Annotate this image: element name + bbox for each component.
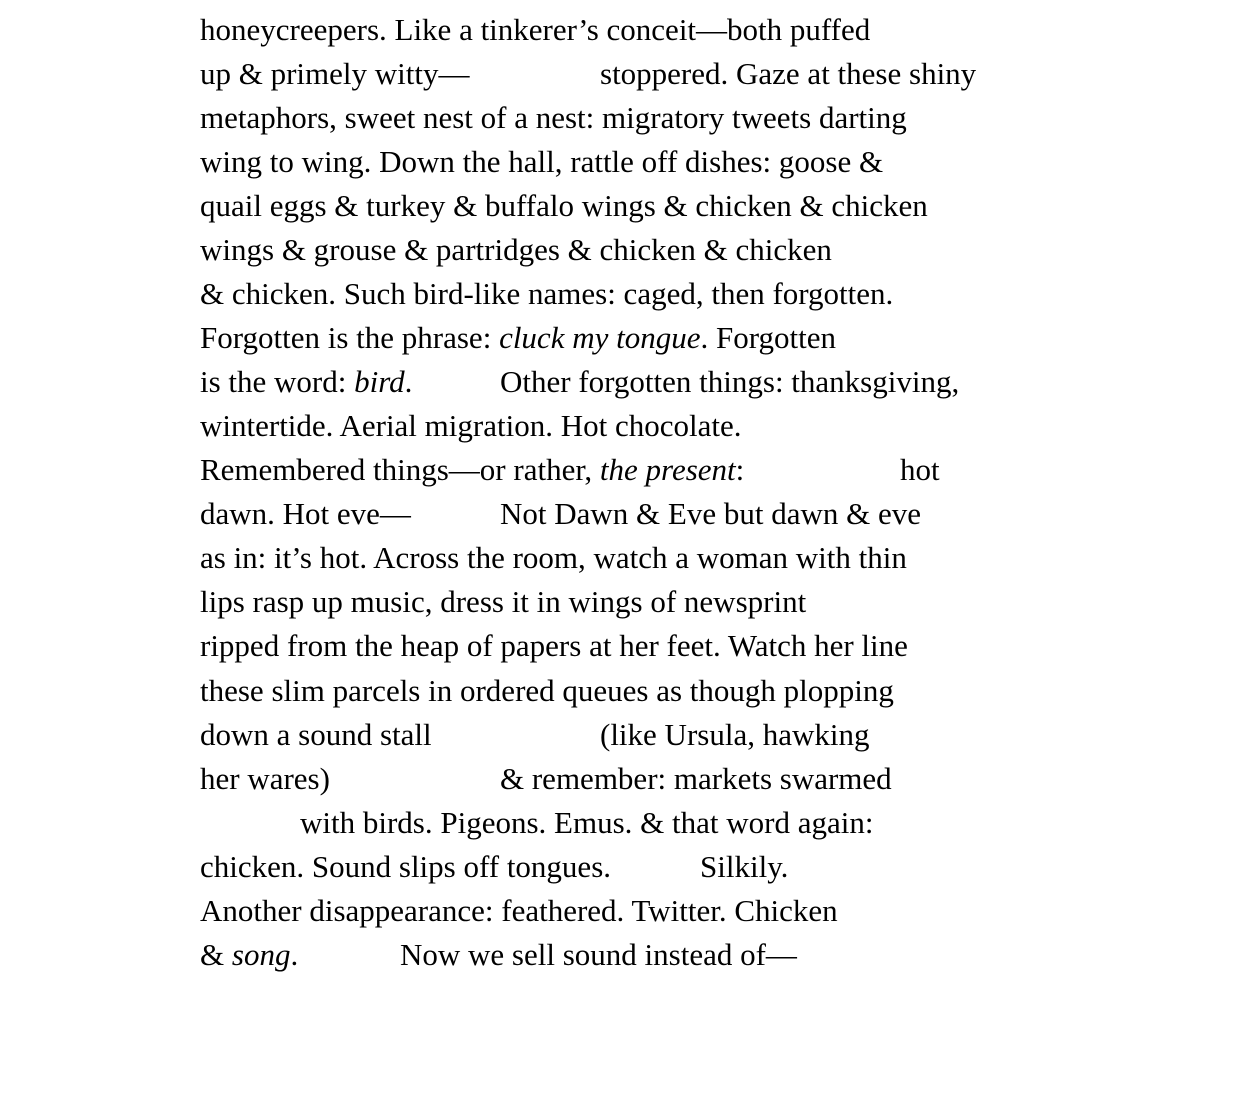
poem-line-11: [200, 448, 940, 492]
poem-line-7-text: & chicken. Such bird-like names: caged, then forgotten.: [200, 276, 894, 311]
poem-line-19: [200, 801, 874, 845]
poem-line-18-text-a: her wares): [200, 761, 330, 796]
poem-line-15-text: ripped from the heap of papers at her feet. Watch her line: [200, 628, 908, 663]
poem-line-22-run: [200, 933, 298, 977]
poem-line-8: [200, 316, 836, 360]
poem-line-22-text-pre: &: [200, 937, 232, 972]
poem-line-22-text-post: .: [290, 937, 299, 972]
poem-line-3-text: metaphors, sweet nest of a nest: migratory tweets darting: [200, 100, 907, 135]
poem-line-14: [200, 580, 807, 624]
poem-line-10: [200, 404, 742, 448]
poem-line-4: [200, 140, 884, 184]
poem-line-6: [200, 228, 832, 272]
poem-line-8-run: [200, 316, 836, 360]
poem-line-2: [200, 52, 977, 96]
poem-line-14-text: lips rasp up music, dress it in wings of newsprint: [200, 584, 807, 619]
poem-line-12-text-b: Not Dawn & Eve but dawn & eve: [500, 496, 921, 531]
poem-line-9-text-b: Other forgotten things: thanksgiving,: [500, 364, 960, 399]
poem-line-12: [200, 492, 921, 536]
poem-line-2-text-a: up & primely witty—: [200, 56, 470, 91]
poem-line-11-text-b: hot: [900, 452, 940, 487]
poem-line-2-text-b: stoppered. Gaze at these shiny: [600, 56, 977, 91]
poem-line-16-text: these slim parcels in ordered queues as though plopping: [200, 673, 894, 708]
poem-line-4-text: wing to wing. Down the hall, rattle off dishes: goose &: [200, 144, 884, 179]
poem-line-17-text-a: down a sound stall: [200, 717, 432, 752]
poem-line-17: [200, 713, 870, 757]
poem-line-11-run: [200, 448, 744, 492]
poem-line-19-text: with birds. Pigeons. Emus. & that word again:: [300, 805, 874, 840]
poem-line-11-text-pre: Remembered things—or rather,: [200, 452, 600, 487]
poem-line-11-italic-phrase: the present: [599, 452, 736, 487]
poem-line-21-text: Another disappearance: feathered. Twitter. Chicken: [200, 893, 838, 928]
poem-line-20-text-a: chicken. Sound slips off tongues.: [200, 849, 612, 884]
poem-line-9: [200, 360, 960, 404]
poem-line-20: [200, 845, 789, 889]
poem-line-9-italic-word: bird: [354, 364, 405, 399]
poem-line-3: [200, 96, 907, 140]
poem-line-5-text: quail eggs & turkey & buffalo wings & chicken & chicken: [200, 188, 928, 223]
poem-line-15: [200, 624, 908, 668]
poem-line-16: [200, 669, 894, 713]
poem-line-9-text-pre: is the word:: [200, 364, 355, 399]
poem-line-8-text-pre: Forgotten is the phrase:: [200, 320, 500, 355]
poem-line-12-text-a: dawn. Hot eve—: [200, 496, 411, 531]
poem-line-17-text-b: (like Ursula, hawking: [600, 717, 870, 752]
poem-line-8-text-post: . Forgotten: [700, 320, 836, 355]
poem-line-6-text: wings & grouse & partridges & chicken & chicken: [200, 232, 832, 267]
poem-line-21: [200, 889, 838, 933]
poem-line-1: [200, 8, 871, 52]
poem-line-20-text-b: Silkily.: [700, 849, 789, 884]
poem-line-11-text-post: :: [735, 452, 745, 487]
poem-line-22-text-b: Now we sell sound instead of—: [400, 937, 797, 972]
poem-line-9-run: [200, 360, 412, 404]
poem-line-9-text-post: .: [404, 364, 413, 399]
poem-line-22: [200, 933, 797, 977]
poem-line-13: [200, 536, 907, 580]
poem-line-22-italic-word: song: [231, 937, 291, 972]
poem-line-7: [200, 272, 894, 316]
poem-line-18: [200, 757, 892, 801]
poem-line-8-italic-phrase: cluck my tongue: [499, 320, 701, 355]
poem-line-13-text: as in: it’s hot. Across the room, watch a woman with thin: [200, 540, 907, 575]
poem-line-10-text: wintertide. Aerial migration. Hot chocolate.: [200, 408, 742, 443]
poem-line-5: [200, 184, 928, 228]
poem-line-18-text-b: & remember: markets swarmed: [500, 761, 892, 796]
poem-line-1-text: honeycreepers. Like a tinkerer’s conceit—both puffed: [200, 12, 871, 47]
